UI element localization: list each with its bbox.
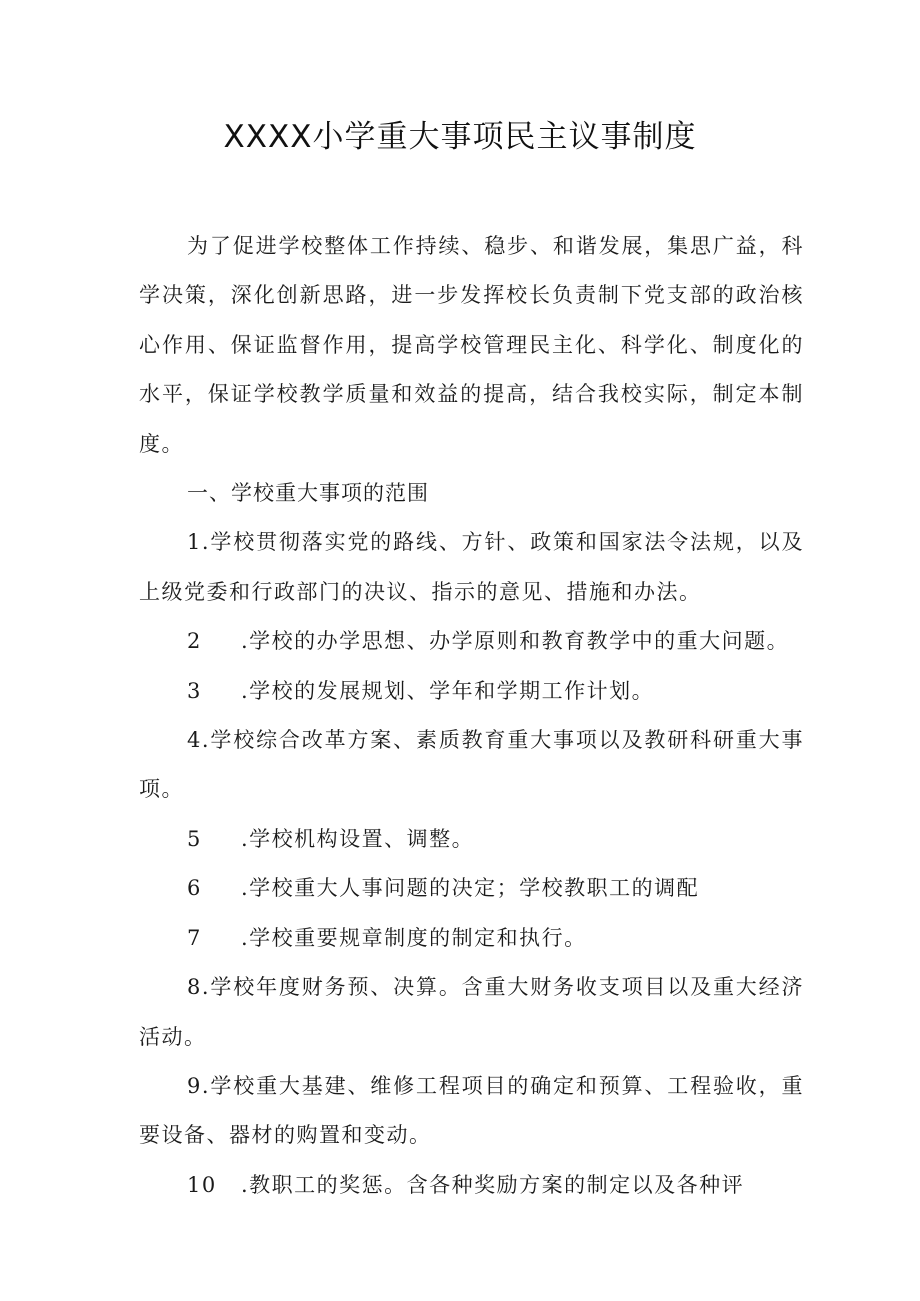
item-text: .学校机构设置、调整。 — [241, 826, 475, 851]
item-number: 2 — [187, 629, 202, 654]
list-item-10 — [139, 1161, 804, 1210]
item-text: .学校综合改革方案、素质教育重大事项以及教研科研重大事项。 — [139, 728, 804, 802]
item-text: .学校贯彻落实党的路线、方针、政策和国家法令法规，以及上级党委和行政部门的决议、指示的意见、措施和办法。 — [139, 530, 804, 604]
list-item-3 — [139, 667, 804, 716]
item-number: 5 — [187, 826, 202, 851]
list-item-5 — [139, 815, 804, 864]
item-number: 7 — [187, 925, 202, 950]
section-heading: 一、学校重大事项的范围 — [187, 481, 429, 506]
item-number: 6 — [187, 876, 202, 901]
list-item-6 — [139, 864, 804, 913]
item-text: .学校重大人事问题的决定；学校教职工的调配 — [241, 876, 700, 901]
item-number: 4 — [187, 728, 202, 753]
item-text: .学校重大基建、维修工程项目的确定和预算、工程验收，重要设备、器材的购置和变动。 — [139, 1073, 804, 1148]
list-item-8 — [139, 963, 804, 1062]
item-text: .学校年度财务预、决算。含重大财务收支项目以及重大经济活动。 — [139, 975, 804, 1049]
list-item-4 — [139, 716, 804, 815]
document-body — [139, 222, 804, 1210]
item-number: 10 — [187, 1172, 217, 1197]
list-item-9 — [139, 1062, 804, 1161]
document-title: XXXX小学重大事项民主议事制度 — [223, 119, 697, 155]
list-item-7 — [139, 914, 804, 963]
item-text: .学校重要规章制度的制定和执行。 — [241, 925, 587, 950]
item-text: .教职工的奖惩。含各种奖励方案的制定以及各种评 — [241, 1172, 745, 1197]
intro-paragraph: 为了促进学校整体工作持续、稳步、和谐发展，集思广益，科学决策，深化创新思路，进一步发挥校长负责制下党支部的政治核心作用、保证监督作用，提高学校管理民主化、科学化、制度化的水平，保证学校教学质量和效益的提高，结合我校实际，制定本制度。 — [139, 234, 804, 456]
item-text: .学校的办学思想、办学原则和教育教学中的重大问题。 — [241, 629, 790, 654]
item-number: 9 — [187, 1073, 202, 1098]
list-item-2 — [139, 617, 804, 666]
item-text: .学校的发展规划、学年和学期工作计划。 — [241, 678, 655, 703]
item-number: 3 — [187, 678, 202, 703]
item-number: 8 — [187, 975, 202, 1000]
list-item-1 — [139, 518, 804, 617]
item-number: 1 — [187, 530, 202, 555]
